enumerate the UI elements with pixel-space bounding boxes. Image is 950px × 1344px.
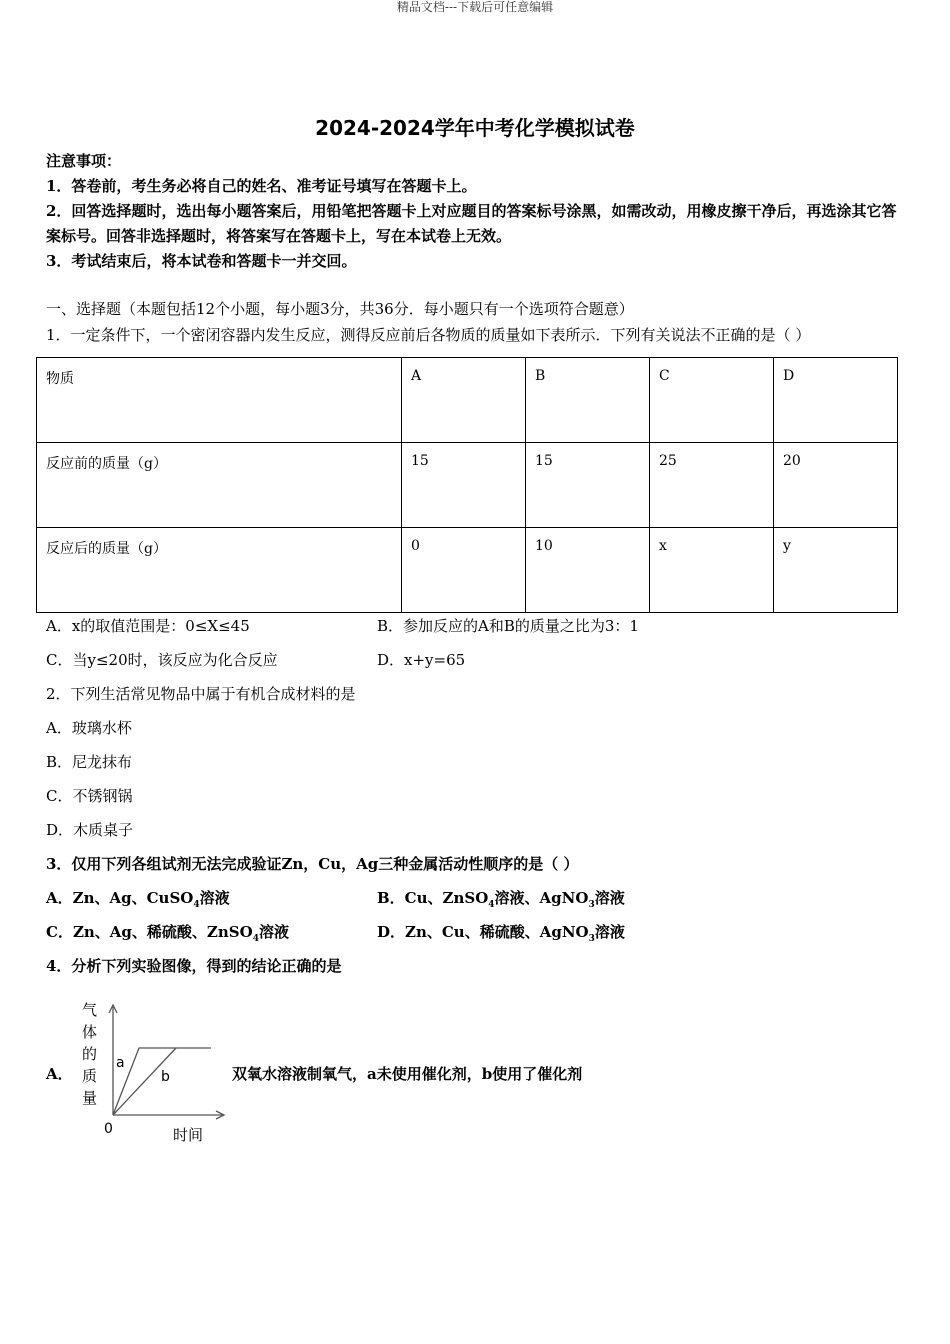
q1-option-b: B．参加反应的A和B的质量之比为3：1 [377, 617, 639, 635]
notice-item-2: 2．回答选择题时，选出每小题答案后，用铅笔把答题卡上对应题目的答案标号涂黑，如需改动，用橡皮擦干净后，再选涂其它答案标号。回答非选择题时，将答案写在答题卡上，写在本试卷上无效。 [46, 202, 897, 245]
q1-option-c: C．当y≤20时，该反应为化合反应 [46, 651, 278, 669]
graph-y-label: 体 [82, 1023, 98, 1041]
graph-line-a-label: a [116, 1055, 125, 1071]
header-note: 精品文档---下载后可任意编辑 [396, 0, 554, 14]
section-heading: 一、选择题（本题包括12个小题，每小题3分，共36分．每小题只有一个选项符合题意） [46, 300, 634, 318]
table-cell: y [774, 528, 898, 613]
q2-option-c: C．不锈钢锅 [46, 787, 133, 805]
graph-origin-label: 0 [104, 1121, 113, 1137]
graph-y-label: 量 [82, 1089, 98, 1107]
q2-option-b: B．尼龙抹布 [46, 753, 133, 771]
table-cell: 物质 [37, 358, 402, 443]
page-title: 2024-2024学年中考化学模拟试卷 [315, 116, 635, 140]
table-cell: 反应后的质量（g） [37, 528, 402, 613]
q1-option-d: D．x+y=65 [377, 651, 466, 669]
table-cell: 0 [402, 528, 526, 613]
q4-option-a-text: 双氧水溶液制氧气，a未使用催化剂，b使用了催化剂 [232, 1065, 583, 1083]
q4-option-a-label: A． [46, 1065, 73, 1083]
q1-table [36, 357, 898, 613]
table-cell: 15 [526, 443, 650, 528]
q3-option-a: A．Zn、Ag、CuSO$_4$溶液 [46, 889, 230, 910]
graph-y-label: 气 [82, 1001, 98, 1019]
table-cell: C [650, 358, 774, 443]
notice-heading: 注意事项： [46, 152, 122, 170]
graph-line-b-label: b [161, 1069, 170, 1085]
table-cell: 15 [402, 443, 526, 528]
q4-stem: 4．分析下列实验图像，得到的结论正确的是 [46, 957, 342, 975]
q2-option-d: D．木质桌子 [46, 821, 134, 839]
graph-y-label: 质 [82, 1067, 98, 1085]
q3-option-d: D．Zn、Cu、稀硫酸、AgNO$_3$溶液 [377, 923, 625, 944]
table-cell: D [774, 358, 898, 443]
table-cell: A [402, 358, 526, 443]
q1-stem: 1．一定条件下，一个密闭容器内发生反应，测得反应前后各物质的质量如下表所示．下列有关说法不正确的是（ ） [46, 326, 811, 344]
notice-item-1: 1．答卷前，考生务必将自己的姓名、准考证号填写在答题卡上。 [46, 177, 477, 195]
notice-item-3: 3．考试结束后，将本试卷和答题卡一并交回。 [46, 252, 357, 270]
q2-option-a: A．玻璃水杯 [46, 719, 132, 737]
table-cell: 反应前的质量（g） [37, 443, 402, 528]
table-cell: B [526, 358, 650, 443]
graph-x-label: 时间 [173, 1126, 204, 1144]
table-cell: 10 [526, 528, 650, 613]
q3-stem: 3．仅用下列各组试剂无法完成验证Zn，Cu，Ag三种金属活动性顺序的是（ ） [46, 855, 579, 873]
graph-y-label: 的 [82, 1045, 98, 1063]
q3-option-c: C．Zn、Ag、稀硫酸、ZnSO$_4$溶液 [46, 923, 289, 944]
q2-stem: 2．下列生活常见物品中属于有机合成材料的是 [46, 685, 356, 703]
table-cell: x [650, 528, 774, 613]
table-row [37, 528, 898, 613]
table-row [37, 358, 898, 443]
table-row [37, 443, 898, 528]
q1-option-a: A．x的取值范围是：0≤X≤45 [46, 617, 250, 635]
table-cell: 20 [774, 443, 898, 528]
q4-graph [75, 995, 235, 1145]
q3-option-b: B．Cu、ZnSO$_4$溶液、AgNO$_3$溶液 [377, 889, 625, 910]
table-cell: 25 [650, 443, 774, 528]
